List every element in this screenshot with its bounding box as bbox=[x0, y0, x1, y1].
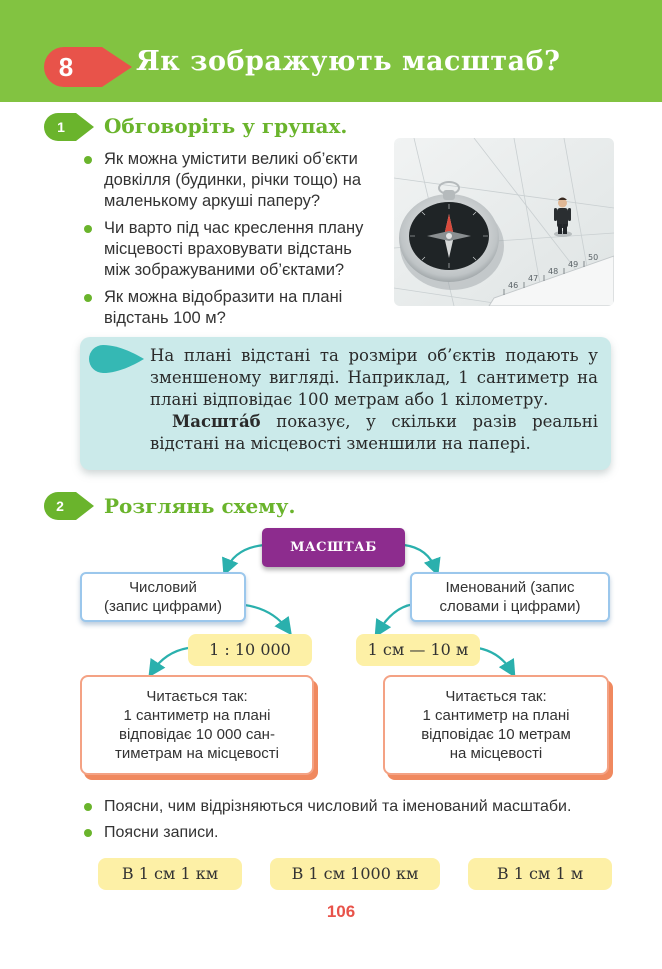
definition-text bbox=[150, 345, 598, 455]
page-number: 106 bbox=[326, 902, 356, 921]
section1-title: Обговоріть у групах. bbox=[104, 114, 348, 138]
note-example-2: В 1 см 1000 км bbox=[270, 858, 440, 890]
arrow-root-to-numeric bbox=[226, 545, 264, 570]
list-item: Поясни записи. bbox=[82, 822, 642, 843]
bullet-icon bbox=[84, 803, 92, 811]
section1-number: 1 bbox=[57, 119, 65, 135]
info-marker-icon bbox=[88, 344, 146, 374]
lesson-number: 8 bbox=[58, 52, 74, 82]
definition-paragraph2: Масшта́б показує, у скільки разів реальні відстані на місцевості зменшили на папері. bbox=[150, 412, 598, 453]
compass-map-photo bbox=[394, 138, 614, 306]
task-list bbox=[82, 796, 642, 848]
numeric-reading-box: Читається так: 1 сантиметр на плані відповідає 10 000 сан- тиметрам на місцевості bbox=[80, 675, 314, 775]
note-example-3: В 1 см 1 м bbox=[468, 858, 612, 890]
named-reading-box: Читається так: 1 сантиметр на плані відповідає 10 метрам на місцевості bbox=[383, 675, 609, 775]
arrow-example-to-named-read bbox=[478, 648, 512, 672]
ruler-mark: 49 bbox=[568, 260, 579, 269]
ruler-mark: 50 bbox=[588, 253, 599, 262]
ruler-mark: 46 bbox=[508, 281, 519, 290]
named-example: 1 см — 10 м bbox=[356, 634, 480, 666]
bullet-icon bbox=[84, 294, 92, 302]
bullet-icon bbox=[84, 829, 92, 837]
section2-number: 2 bbox=[56, 498, 64, 514]
term-scale: Масшта́б bbox=[172, 412, 261, 431]
list-item: Чи варто під час креслення плану місцевості враховувати відстань між зображуваними об’єктами? bbox=[82, 218, 382, 281]
arrow-root-to-named bbox=[404, 545, 436, 570]
lesson-title: Як зображують масштаб? bbox=[136, 46, 561, 77]
section2-title: Розглянь схему. bbox=[104, 494, 296, 518]
list-item: Поясни, чим відрізняються числовий та іменований масштаби. bbox=[82, 796, 642, 817]
numeric-scale-box: Числовий (запис цифрами) bbox=[80, 572, 246, 622]
named-scale-box: Іменований (запис словами і цифрами) bbox=[410, 572, 610, 622]
numeric-example: 1 : 10 000 bbox=[188, 634, 312, 666]
note-example-1: В 1 см 1 км bbox=[98, 858, 242, 890]
ruler-mark: 48 bbox=[548, 267, 559, 276]
arrow-example-to-numeric-read bbox=[152, 648, 188, 672]
definition-paragraph1: На плані відстані та розміри об’єктів подають у зменшеному вигляді. Наприклад, 1 сантиметр на плані відповідає 100 метрам або 1 кілометру. bbox=[150, 346, 598, 409]
bullet-icon bbox=[84, 225, 92, 233]
bullet-icon bbox=[84, 156, 92, 164]
scale-root-box: МАСШТАБ bbox=[262, 528, 405, 567]
discussion-questions bbox=[82, 149, 382, 335]
list-item: Як можна відобразити на плані відстань 100 м? bbox=[82, 287, 382, 329]
ruler-mark: 47 bbox=[528, 274, 539, 283]
list-item: Як можна умістити великі об’єкти довкілля (будинки, річки тощо) на маленькому аркуші паперу? bbox=[82, 149, 382, 212]
